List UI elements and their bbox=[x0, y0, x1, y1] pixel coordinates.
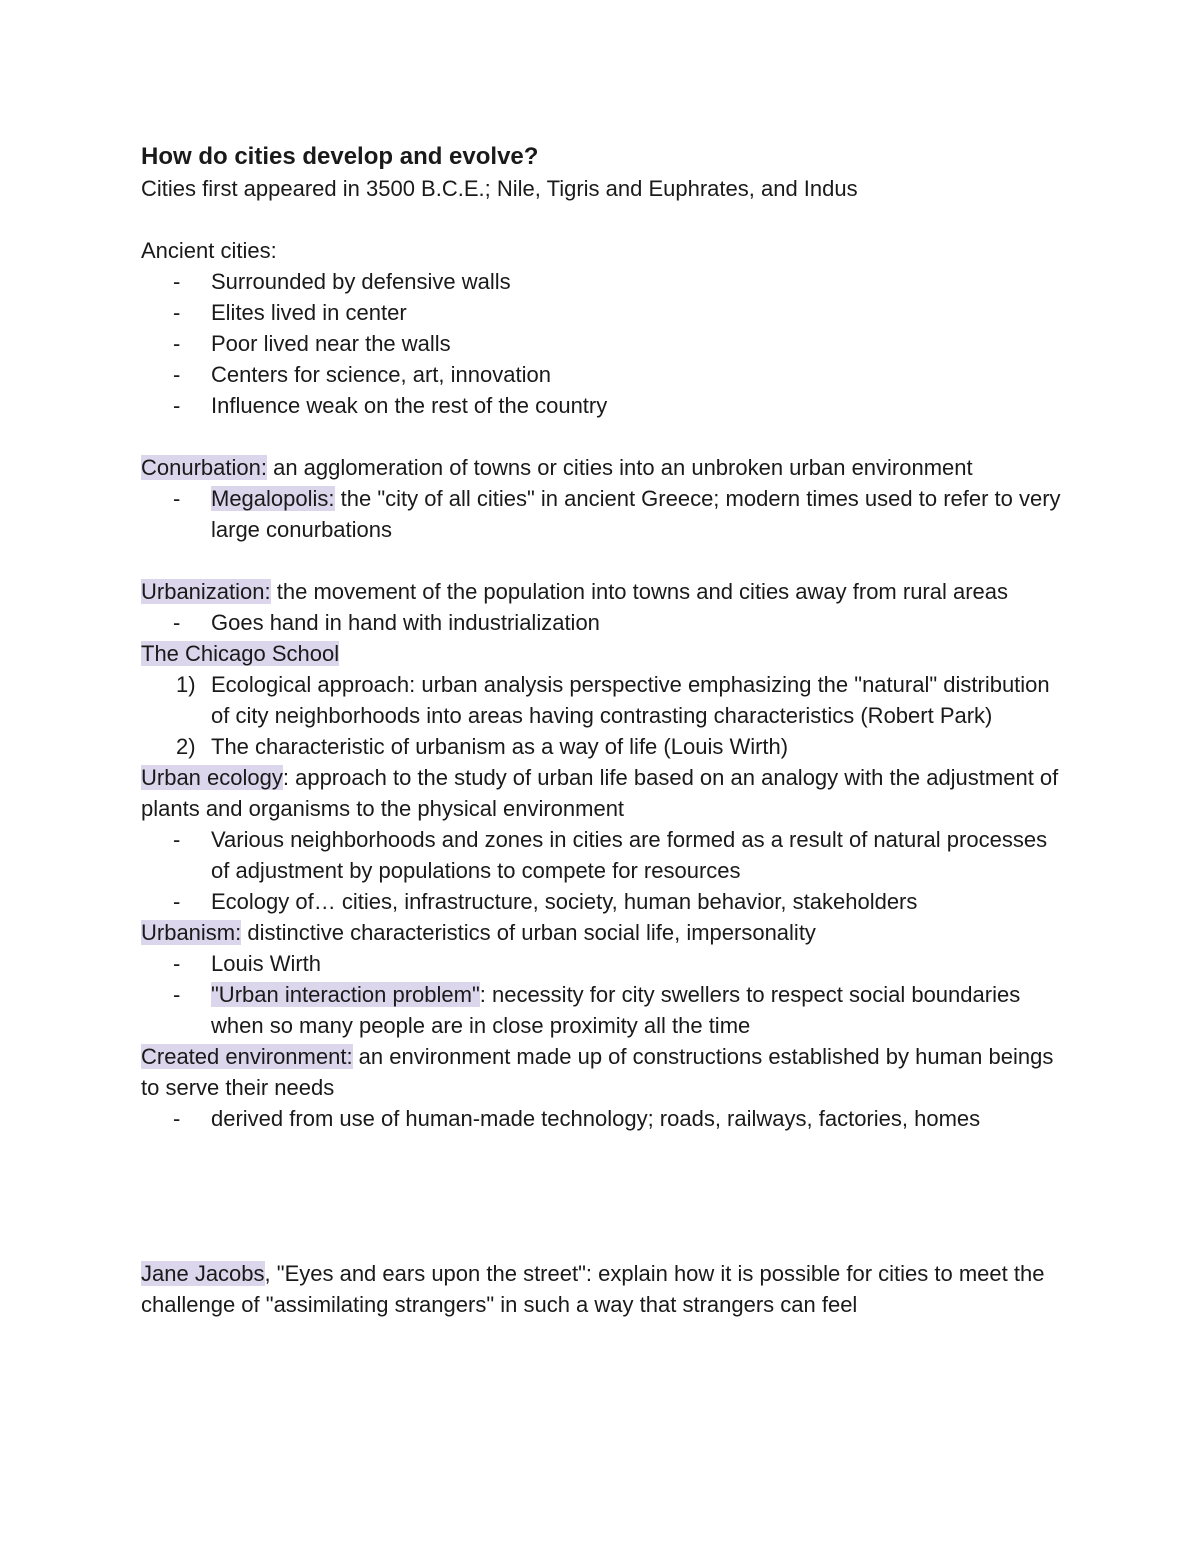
list-item: - Ecology of… cities, infrastructure, society, human behavior, stakeholders bbox=[141, 886, 1061, 917]
highlighted-term: Urban ecology bbox=[141, 765, 283, 790]
dash-marker: - bbox=[173, 362, 181, 387]
highlighted-term: Conurbation: bbox=[141, 455, 267, 480]
conurbation-definition: Conurbation: an agglomeration of towns or cities into an unbroken urban environment bbox=[141, 455, 973, 480]
list-item: - Various neighborhoods and zones in cities are formed as a result of natural processes of adjustment by populations to compete for resources bbox=[141, 824, 1061, 886]
dash-marker: - bbox=[173, 300, 181, 325]
page-title: How do cities develop and evolve? bbox=[141, 143, 539, 170]
dash-marker: - bbox=[173, 486, 181, 511]
highlighted-term: "Urban interaction problem" bbox=[211, 982, 480, 1007]
list-item: - Poor lived near the walls bbox=[141, 328, 1061, 359]
spacer bbox=[141, 1134, 1061, 1258]
chicago-list bbox=[141, 669, 1061, 762]
list-item: - derived from use of human-made technology; roads, railways, factories, homes bbox=[141, 1103, 1061, 1134]
numbered-item: 2) The characteristic of urbanism as a way of life (Louis Wirth) bbox=[141, 731, 1061, 762]
highlighted-term: Megalopolis: bbox=[211, 486, 335, 511]
dash-marker: - bbox=[173, 331, 181, 356]
dash-marker: - bbox=[173, 951, 181, 976]
number-marker: 1) bbox=[176, 672, 196, 697]
list-item: - Surrounded by defensive walls bbox=[141, 266, 1061, 297]
list-item: - Elites lived in center bbox=[141, 297, 1061, 328]
list-item: - Louis Wirth bbox=[141, 948, 1061, 979]
highlighted-term: The Chicago School bbox=[141, 641, 340, 666]
ancient-list bbox=[141, 266, 1061, 421]
highlighted-term: Urbanism: bbox=[141, 920, 242, 945]
urbanization-definition: Urbanization: the movement of the population into towns and cities away from rural areas bbox=[141, 579, 1009, 604]
spacer bbox=[141, 545, 1061, 576]
intro-line: Cities first appeared in 3500 B.C.E.; Nile, Tigris and Euphrates, and Indus bbox=[141, 176, 858, 201]
dash-marker: - bbox=[173, 1106, 181, 1131]
urbanism-definition: Urbanism: distinctive characteristics of urban social life, impersonality bbox=[141, 920, 816, 945]
ancient-heading: Ancient cities: bbox=[141, 238, 277, 263]
dash-marker: - bbox=[173, 393, 181, 418]
highlighted-term: Created environment: bbox=[141, 1044, 353, 1069]
ecology-definition: Urban ecology: approach to the study of urban life based on an analogy with the adjustment of plants and organisms to the physical environment bbox=[141, 765, 1059, 821]
list-item: - "Urban interaction problem": necessity for city swellers to respect social boundaries when so many people are in close proximity all the time bbox=[141, 979, 1061, 1041]
dash-marker: - bbox=[173, 269, 181, 294]
list-item: - Centers for science, art, innovation bbox=[141, 359, 1061, 390]
dash-marker: - bbox=[173, 982, 181, 1007]
list-item: - Goes hand in hand with industrialization bbox=[141, 607, 1061, 638]
conurbation-list bbox=[141, 483, 1061, 545]
numbered-item: 1) Ecological approach: urban analysis perspective emphasizing the "natural" distribution of city neighborhoods into areas having contrasting characteristics (Robert Park) bbox=[141, 669, 1061, 731]
highlighted-term: Urbanization: bbox=[141, 579, 271, 604]
urbanization-list bbox=[141, 607, 1061, 638]
ecology-list bbox=[141, 824, 1061, 917]
created-definition: Created environment: an environment made up of constructions established by human beings to serve their needs bbox=[141, 1044, 1054, 1100]
spacer bbox=[141, 421, 1061, 452]
created-list bbox=[141, 1103, 1061, 1134]
chicago-heading bbox=[141, 638, 1061, 669]
dash-marker: - bbox=[173, 827, 181, 852]
document-page bbox=[141, 140, 1061, 1320]
jacobs-paragraph: Jane Jacobs, "Eyes and ears upon the street": explain how it is possible for cities to meet the challenge of "assimilating strangers" in such a way that strangers can feel bbox=[141, 1261, 1045, 1317]
number-marker: 2) bbox=[176, 734, 196, 759]
list-item: - Influence weak on the rest of the country bbox=[141, 390, 1061, 421]
urbanism-list bbox=[141, 948, 1061, 1041]
dash-marker: - bbox=[173, 889, 181, 914]
spacer bbox=[141, 204, 1061, 235]
list-item: - Megalopolis: the "city of all cities" in ancient Greece; modern times used to refer to very large conurbations bbox=[141, 483, 1061, 545]
highlighted-term: Jane Jacobs bbox=[141, 1261, 265, 1286]
dash-marker: - bbox=[173, 610, 181, 635]
